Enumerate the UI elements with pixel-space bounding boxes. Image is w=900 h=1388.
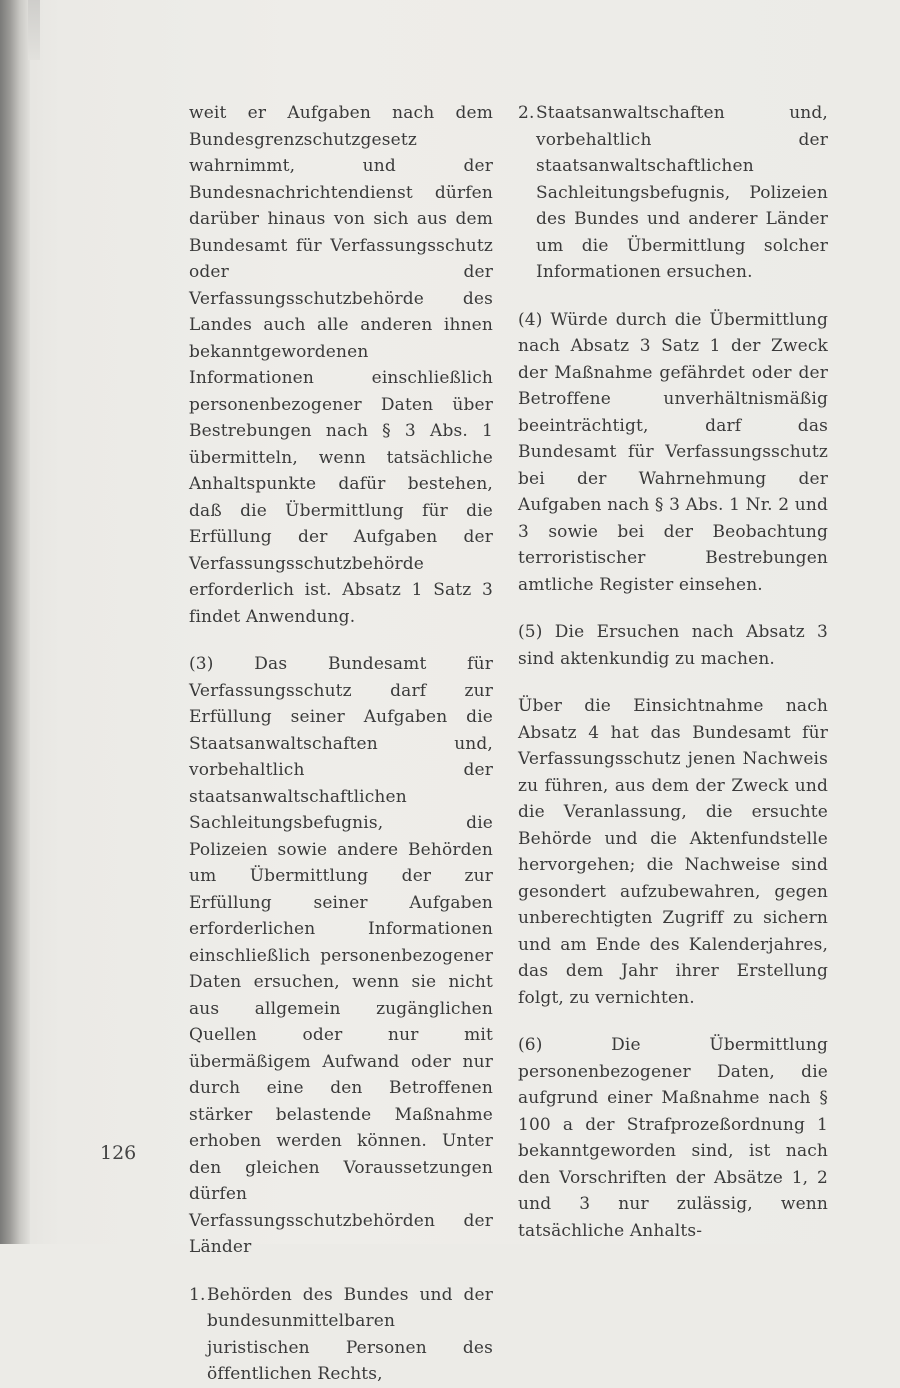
paragraph-5: (5) Die Ersuchen nach Absatz 3 sind aktenkundig zu machen. [518, 622, 828, 669]
list-number: 2. [518, 103, 535, 123]
list-text: Behörden des Bundes und der bundesunmittelbaren juristischen Personen des öffentlichen Rechts, [207, 1284, 493, 1384]
paragraph-6: (6) Die Übermittlung personenbezogener Daten, die aufgrund einer Maßnahme nach § 100 a der Strafprozeßordnung 1 bekanntgeworden sind, ist nach den Vorschriften der Absätze 1, 2 und 3 nur zulässig, wenn tatsächliche Anhalts- [518, 1035, 828, 1241]
book-binding-shadow [0, 0, 30, 1244]
binding-highlight [28, 0, 40, 60]
paragraph-5-nachweis: Über die Einsichtnahme nach Absatz 4 hat das Bundesamt für Verfassungsschutz jenen Nachweis zu führen, aus dem der Zweck und die Veranlassung, die ersuchte Behörde und die Aktenfundstelle hervorgehen; die Nachweise sind gesondert aufzubewahren, gegen unberechtigten Zugriff zu sichern und am Ende des Kalenderjahres, das dem Jahr ihrer Erstellung folgt, zu vernichten. [518, 696, 828, 1008]
list-item-2 [518, 100, 828, 286]
paragraph-continuation: weit er Aufgaben nach dem Bundesgrenzschutzgesetz wahrnimmt, und der Bundesnachrichtendienst dürfen darüber hinaus von sich aus dem Bundesamt für Verfassungsschutz oder der Verfassungsschutzbehörde des Landes auch alle anderen ihnen bekanntgewordenen Informationen einschließlich personenbezogener Daten über Bestrebungen nach § 3 Abs. 1 übermitteln, wenn tatsächliche Anhaltspunkte dafür bestehen, daß die Übermittlung für die Erfüllung der Aufgaben der Verfassungsschutzbehörde erforderlich ist. Absatz 1 Satz 3 findet Anwendung. [189, 103, 493, 627]
list-item-1 [189, 1282, 493, 1388]
list-number: 1. [189, 1284, 206, 1305]
paragraph-3: (3) Das Bundesamt für Verfassungsschutz darf zur Erfüllung seiner Aufgaben die Staatsanwaltschaften und, vorbehaltlich der staatsanwaltschaftlichen Sachleitungsbefugnis, die Polizeien sowie andere Behörden um Übermittlung der zur Erfüllung seiner Aufgaben erforderlichen Informationen einschließlich personenbezogener Daten ersuchen, wenn sie nicht aus allgemein zugänglichen Quellen oder nur mit übermäßigem Aufwand oder nur durch eine den Betroffenen stärker belastende Maßnahme erhoben werden können. Unter den gleichen Voraussetzungen dürfen Verfassungsschutzbehörden der Länder [189, 654, 493, 1257]
page-number: 126 [100, 1142, 137, 1164]
paragraph-4: (4) Würde durch die Übermittlung nach Absatz 3 Satz 1 der Zweck der Maßnahme gefährdet oder der Betroffene unverhältnismäßig beeinträchtigt, darf das Bundesamt für Verfassungsschutz bei der Wahrnehmung der Aufgaben nach § 3 Abs. 1 Nr. 2 und 3 sowie bei der Beobachtung terroristischer Bestrebungen amtliche Register einsehen. [518, 309, 828, 595]
list-text: Staatsanwaltschaften und, vorbehaltlich der staatsanwaltschaftlichen Sachleitungsbefugnis, Polizeien des Bundes und anderer Länder um die Übermittlung solcher Informationen ersuchen. [536, 103, 828, 282]
left-text-column [189, 100, 493, 1388]
right-text-column [518, 100, 828, 1265]
